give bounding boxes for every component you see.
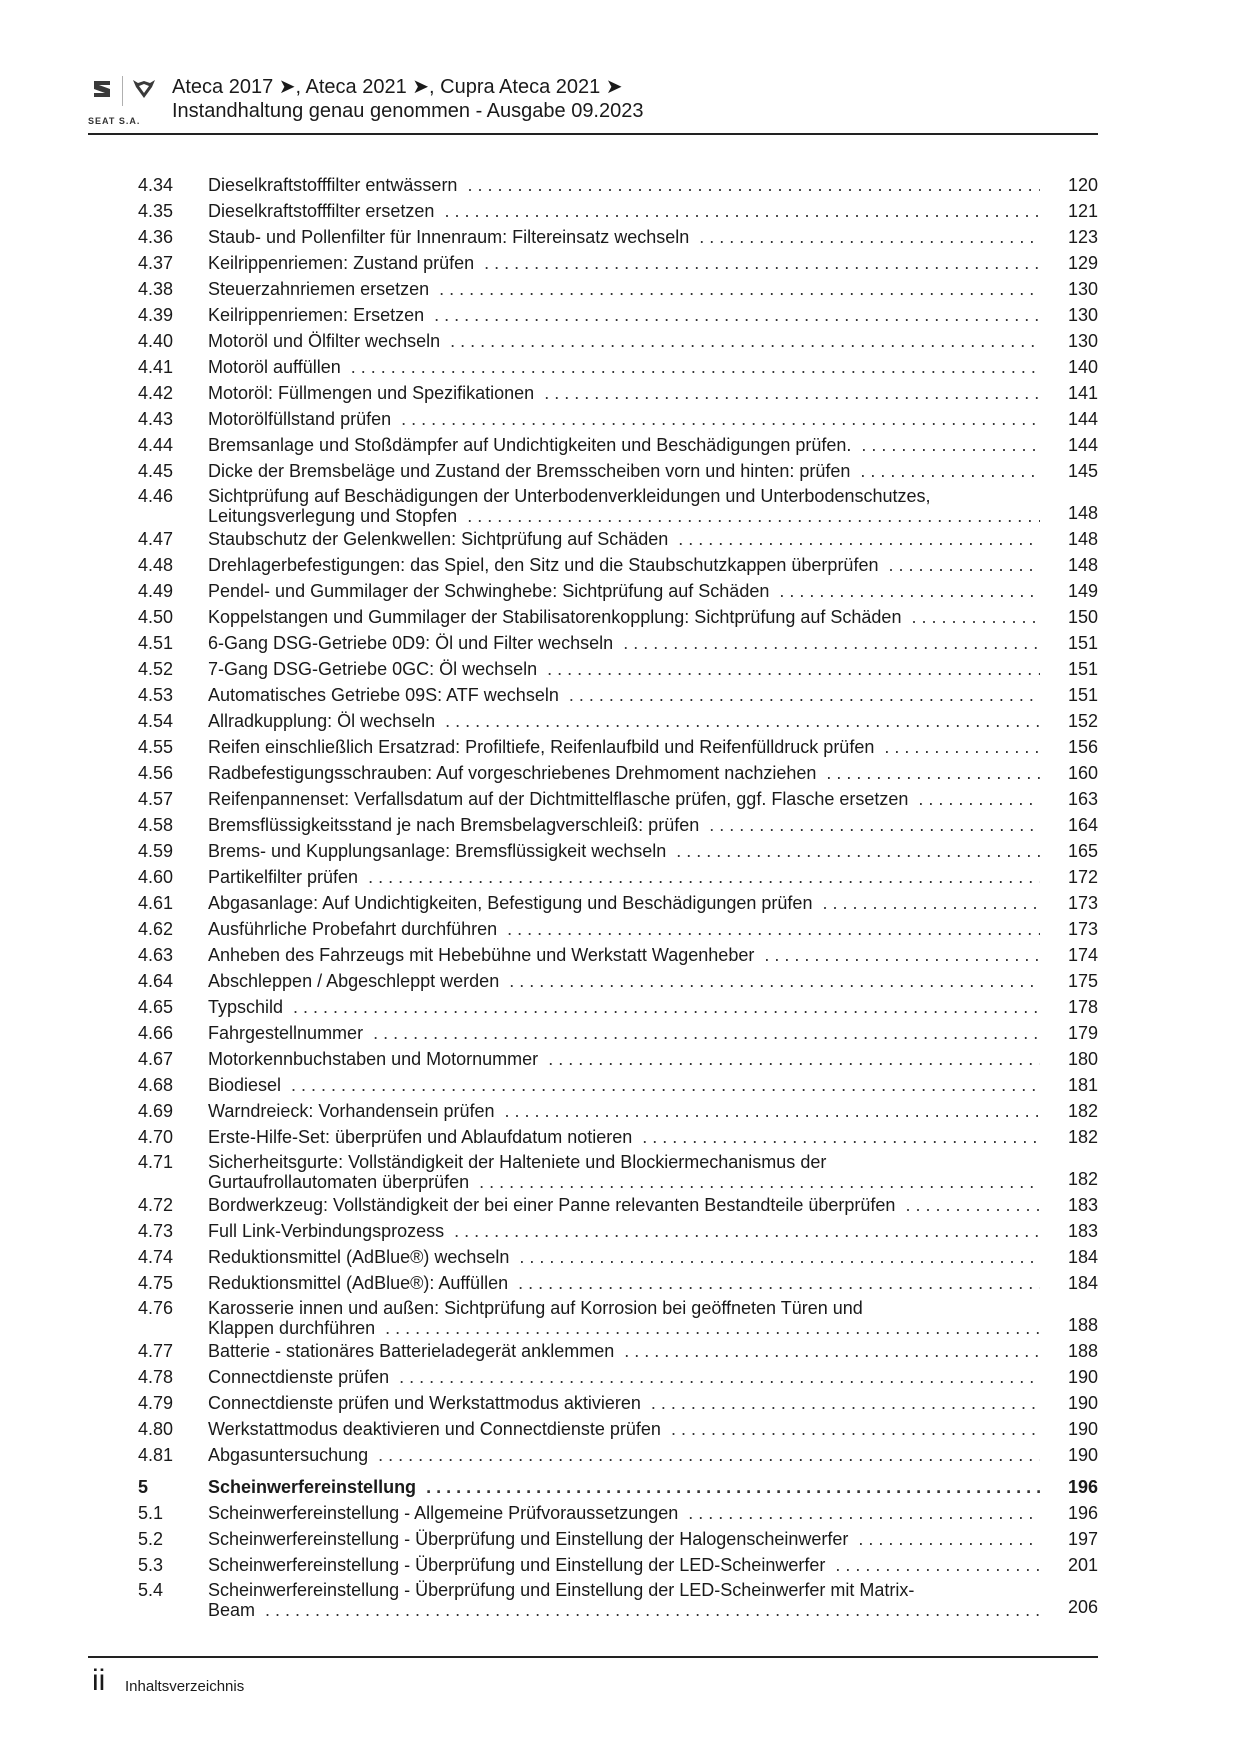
dot-leader <box>426 1474 1040 1500</box>
toc-entry[interactable] <box>138 968 1098 994</box>
toc-entry[interactable] <box>138 1526 1098 1552</box>
toc-entry-number: 4.66 <box>138 1023 174 1043</box>
dot-leader <box>467 172 1040 198</box>
toc-entry-title: Drehlagerbefestigungen: das Spiel, den Sitz und die Staubschutzkappen überprüfen <box>208 555 879 575</box>
dot-leader <box>858 1526 1040 1552</box>
toc-entry[interactable] <box>138 328 1098 354</box>
toc-entry-page: 148 <box>1067 529 1098 549</box>
dot-leader <box>688 1500 1040 1526</box>
toc-entry-title: Connectdienste prüfen und Werkstattmodus aktivieren <box>208 1393 641 1413</box>
toc-entry-number: 4.55 <box>138 737 174 757</box>
toc-entry-page: 150 <box>1067 607 1098 627</box>
dot-leader <box>918 786 1040 812</box>
dot-leader <box>699 224 1040 250</box>
toc-entry-title: Pendel- und Gummilager der Schwinghebe: Sichtprüfung auf Schäden <box>208 581 770 601</box>
dot-leader <box>351 354 1040 380</box>
section-label: Inhaltsverzeichnis <box>125 1678 245 1695</box>
toc-entry[interactable] <box>138 656 1098 682</box>
dot-leader <box>822 890 1040 916</box>
dot-leader <box>385 1318 1040 1338</box>
toc-entry[interactable] <box>138 250 1098 276</box>
toc-entry[interactable] <box>138 1270 1098 1296</box>
toc-entry[interactable] <box>138 1416 1098 1442</box>
dot-leader <box>444 198 1040 224</box>
toc-entry[interactable] <box>138 812 1098 838</box>
toc-entry-title: Werkstattmodus deaktivieren und Connectdienste prüfen <box>208 1419 661 1439</box>
toc-entry[interactable] <box>138 916 1098 942</box>
toc-entry-title: Motoröl: Füllmengen und Spezifikationen <box>208 383 535 403</box>
toc-entry-number: 4.62 <box>138 919 174 939</box>
toc-entry-title: Bremsflüssigkeitsstand je nach Bremsbelagverschleiß: prüfen <box>208 815 700 835</box>
toc-entry-number: 5.3 <box>138 1555 164 1575</box>
toc-entry[interactable] <box>138 1150 1098 1192</box>
toc-entry-number: 4.37 <box>138 253 174 273</box>
toc-entry-title: Scheinwerfereinstellung - Überprüfung und Einstellung der Halogenscheinwerfer <box>208 1529 849 1549</box>
toc-entry-page: 144 <box>1067 409 1098 429</box>
toc-entry[interactable] <box>138 224 1098 250</box>
toc-entry-title: Leitungsverlegung und Stopfen <box>208 506 458 526</box>
toc-entry-number: 4.41 <box>138 357 174 377</box>
toc-entry-number: 4.56 <box>138 763 174 783</box>
toc-entry-title: Automatisches Getriebe 09S: ATF wechseln <box>208 685 559 705</box>
dot-leader <box>509 968 1040 994</box>
dot-leader <box>623 630 1040 656</box>
toc-entry[interactable] <box>138 708 1098 734</box>
dot-leader <box>569 682 1040 708</box>
toc-entry-number: 4.73 <box>138 1221 174 1241</box>
toc-entry-page: 190 <box>1067 1393 1098 1413</box>
toc-entry[interactable] <box>138 552 1098 578</box>
toc-entry-title: Ausführliche Probefahrt durchführen <box>208 919 498 939</box>
toc-entry-title: Keilrippenriemen: Ersetzen <box>208 305 425 325</box>
toc-entry-number: 4.36 <box>138 227 174 247</box>
toc-entry-number: 4.64 <box>138 971 174 991</box>
toc-entry-number: 4.45 <box>138 461 174 481</box>
toc-entry[interactable] <box>138 1552 1098 1578</box>
toc-entry-title: Connectdienste prüfen <box>208 1367 390 1387</box>
toc-entry-title: Motorkennbuchstaben und Motornummer <box>208 1049 539 1069</box>
cupra-logo-icon <box>132 79 156 99</box>
toc-entry-title: Radbefestigungsschrauben: Auf vorgeschriebenes Drehmoment nachziehen <box>208 763 817 783</box>
toc-entry-page: 160 <box>1067 763 1098 783</box>
toc-entry-title: Dicke der Bremsbeläge und Zustand der Bremsscheiben vorn und hinten: prüfen <box>208 461 851 481</box>
toc-entry-page: 151 <box>1067 685 1098 705</box>
toc-entry-page: 130 <box>1067 279 1098 299</box>
dot-leader <box>291 1072 1040 1098</box>
toc-entry[interactable] <box>138 578 1098 604</box>
toc-entry[interactable] <box>138 1500 1098 1526</box>
toc-entry-title: Motoröl auffüllen <box>208 357 341 377</box>
toc-entry-page: 179 <box>1067 1023 1098 1043</box>
dot-leader <box>373 1020 1040 1046</box>
brand-logos <box>88 76 158 132</box>
dot-leader <box>401 406 1040 432</box>
toc-entry-number: 4.34 <box>138 175 174 195</box>
toc-entry[interactable] <box>138 864 1098 890</box>
toc-entry-number: 4.53 <box>138 685 174 705</box>
toc-entry-page: 184 <box>1067 1247 1098 1267</box>
toc-entry-page: 190 <box>1067 1445 1098 1465</box>
toc-entry-page: 188 <box>1067 1315 1098 1335</box>
toc-entry-page: 196 <box>1067 1503 1098 1523</box>
toc-entry-page: 120 <box>1067 175 1098 195</box>
dot-leader <box>826 760 1040 786</box>
toc-entry-number: 4.61 <box>138 893 174 913</box>
dot-leader <box>911 604 1040 630</box>
toc-entry-page: 196 <box>1067 1477 1098 1497</box>
toc-entry-number: 4.63 <box>138 945 174 965</box>
toc-entry-title: Abschleppen / Abgeschleppt werden <box>208 971 500 991</box>
toc-entry-page: 163 <box>1067 789 1098 809</box>
toc-entry-number: 4.81 <box>138 1445 174 1465</box>
toc-entry-title: Bremsanlage und Stoßdämpfer auf Undichtigkeiten und Beschädigungen prüfen. <box>208 435 852 455</box>
toc-entry-number: 5 <box>138 1477 149 1497</box>
toc-entry[interactable] <box>138 302 1098 328</box>
dot-leader <box>642 1124 1040 1150</box>
toc-entry[interactable] <box>138 1098 1098 1124</box>
dot-leader <box>884 734 1040 760</box>
dot-leader <box>484 250 1040 276</box>
toc-entry-title: Reifenpannenset: Verfallsdatum auf der Dichtmittelflasche prüfen, ggf. Flasche ersetzen <box>208 789 909 809</box>
toc-entry-page: 175 <box>1067 971 1098 991</box>
toc-entry[interactable] <box>138 1046 1098 1072</box>
toc-entry-title: Scheinwerfereinstellung - Überprüfung und Einstellung der LED-Scheinwerfer <box>208 1555 826 1575</box>
toc-entry-number: 4.38 <box>138 279 174 299</box>
toc-entry-number: 4.44 <box>138 435 174 455</box>
toc-entry[interactable] <box>138 734 1098 760</box>
page-header <box>88 72 1098 134</box>
toc-entry-page: 141 <box>1067 383 1098 403</box>
dot-leader <box>518 1270 1040 1296</box>
toc-entry-number: 4.78 <box>138 1367 174 1387</box>
header-divider <box>88 133 1098 135</box>
dot-leader <box>445 708 1040 734</box>
dot-leader <box>265 1600 1040 1620</box>
toc-entry-page: 165 <box>1067 841 1098 861</box>
toc-entry-title: Partikelfilter prüfen <box>208 867 359 887</box>
toc-entry-title-line1: Sicherheitsgurte: Vollständigkeit der Halteniete und Blockiermechanismus der <box>208 1152 827 1172</box>
toc-entry-page: 190 <box>1067 1367 1098 1387</box>
toc-entry-page: 173 <box>1067 919 1098 939</box>
toc-entry-number: 4.72 <box>138 1195 174 1215</box>
toc-entry[interactable] <box>138 1218 1098 1244</box>
dot-leader <box>671 1416 1040 1442</box>
toc-entry[interactable] <box>138 1124 1098 1150</box>
toc-entry-number: 4.58 <box>138 815 174 835</box>
toc-entry-title: Motorölfüllstand prüfen <box>208 409 392 429</box>
toc-entry[interactable] <box>138 1442 1098 1468</box>
toc-entry-title: 7-Gang DSG-Getriebe 0GC: Öl wechseln <box>208 659 538 679</box>
toc-entry[interactable] <box>138 1192 1098 1218</box>
toc-entry-page: 183 <box>1067 1221 1098 1241</box>
dot-leader <box>544 380 1040 406</box>
toc-entry-number: 4.80 <box>138 1419 174 1439</box>
dot-leader <box>860 458 1040 484</box>
toc-entry[interactable] <box>138 682 1098 708</box>
toc-entry-title: Koppelstangen und Gummilager der Stabilisatorenkopplung: Sichtprüfung auf Schäden <box>208 607 902 627</box>
toc-entry-title: Klappen durchführen <box>208 1318 376 1338</box>
dot-leader <box>479 1172 1040 1192</box>
toc-entry-number: 4.52 <box>138 659 174 679</box>
toc-entry-number: 4.59 <box>138 841 174 861</box>
toc-entry[interactable] <box>138 354 1098 380</box>
toc-entry-title-line1: Sichtprüfung auf Beschädigungen der Unterbodenverkleidungen und Unterbodenschutzes, <box>208 486 931 506</box>
dot-leader <box>835 1552 1040 1578</box>
toc-entry-number: 4.48 <box>138 555 174 575</box>
toc-entry-page: 188 <box>1067 1341 1098 1361</box>
logo-divider <box>122 76 123 106</box>
toc-entry-number: 4.60 <box>138 867 174 887</box>
toc-entry-number: 4.43 <box>138 409 174 429</box>
toc-entry[interactable] <box>138 1244 1098 1270</box>
dot-leader <box>548 1046 1040 1072</box>
toc-entry-title: Typschild <box>208 997 284 1017</box>
toc-entry-title: Allradkupplung: Öl wechseln <box>208 711 436 731</box>
toc-entry-page: 182 <box>1067 1169 1098 1189</box>
dot-leader <box>709 812 1040 838</box>
toc-entry[interactable] <box>138 432 1098 458</box>
dot-leader <box>399 1364 1040 1390</box>
toc-entry-page: 121 <box>1067 201 1098 221</box>
toc-entry-page: 145 <box>1067 461 1098 481</box>
dot-leader <box>368 864 1040 890</box>
toc-entry-number: 4.69 <box>138 1101 174 1121</box>
toc-entry[interactable] <box>138 406 1098 432</box>
toc-entry[interactable] <box>138 380 1098 406</box>
toc-entry-number: 5.4 <box>138 1580 164 1600</box>
toc-entry-title: Reduktionsmittel (AdBlue®) wechseln <box>208 1247 510 1267</box>
toc-entry-title: Biodiesel <box>208 1075 282 1095</box>
toc-entry-title: Dieselkraftstofffilter ersetzen <box>208 201 435 221</box>
dot-leader <box>293 994 1040 1020</box>
toc-entry-number: 4.68 <box>138 1075 174 1095</box>
document-title: Ateca 2017 ➤, Ateca 2021 ➤, Cupra Ateca 2021 ➤ <box>172 76 623 98</box>
table-of-contents <box>138 172 1098 1620</box>
toc-entry-number: 4.75 <box>138 1273 174 1293</box>
toc-entry-page: 182 <box>1067 1127 1098 1147</box>
toc-entry-title: Steuerzahnriemen ersetzen <box>208 279 430 299</box>
toc-entry[interactable] <box>138 1338 1098 1364</box>
toc-entry-page: 152 <box>1067 711 1098 731</box>
toc-entry[interactable] <box>138 890 1098 916</box>
toc-entry[interactable] <box>138 484 1098 526</box>
dot-leader <box>861 432 1040 458</box>
toc-entry-title: Full Link-Verbindungsprozess <box>208 1221 445 1241</box>
toc-entry-title: Dieselkraftstofffilter entwässern <box>208 175 458 195</box>
toc-entry[interactable] <box>138 838 1098 864</box>
toc-entry-number: 4.35 <box>138 201 174 221</box>
toc-entry-title: Scheinwerfereinstellung <box>208 1477 417 1497</box>
toc-entry-page: 182 <box>1067 1101 1098 1121</box>
toc-entry[interactable] <box>138 1072 1098 1098</box>
toc-entry-title: Reifen einschließlich Ersatzrad: Profiltiefe, Reifenlaufbild und Reifenfülldruck prüfen <box>208 737 875 757</box>
dot-leader <box>378 1442 1040 1468</box>
toc-entry-title: 6-Gang DSG-Getriebe 0D9: Öl und Filter wechseln <box>208 633 614 653</box>
toc-entry-page: 130 <box>1067 331 1098 351</box>
toc-entry-number: 4.47 <box>138 529 174 549</box>
toc-entry-page: 172 <box>1067 867 1098 887</box>
toc-entry-page: 148 <box>1067 555 1098 575</box>
toc-entry-title: Abgasuntersuchung <box>208 1445 369 1465</box>
toc-entry[interactable] <box>138 276 1098 302</box>
toc-entry-number: 4.50 <box>138 607 174 627</box>
toc-entry-title: Warndreieck: Vorhandensein prüfen <box>208 1101 495 1121</box>
toc-entry-title: Keilrippenriemen: Zustand prüfen <box>208 253 475 273</box>
toc-entry-number: 4.79 <box>138 1393 174 1413</box>
toc-entry-page: 174 <box>1067 945 1098 965</box>
toc-entry[interactable] <box>138 994 1098 1020</box>
toc-chapter-entry[interactable] <box>138 1474 1098 1500</box>
toc-entry-number: 4.40 <box>138 331 174 351</box>
toc-entry-title: Motoröl und Ölfilter wechseln <box>208 331 441 351</box>
dot-leader <box>651 1390 1040 1416</box>
toc-entry[interactable] <box>138 1296 1098 1338</box>
toc-entry-number: 4.67 <box>138 1049 174 1069</box>
toc-entry-page: 130 <box>1067 305 1098 325</box>
toc-entry-title: Anheben des Fahrzeugs mit Hebebühne und Werkstatt Wagenheber <box>208 945 755 965</box>
toc-entry[interactable] <box>138 1364 1098 1390</box>
toc-entry[interactable] <box>138 458 1098 484</box>
toc-entry-page: 149 <box>1067 581 1098 601</box>
toc-entry[interactable] <box>138 198 1098 224</box>
toc-entry-number: 4.70 <box>138 1127 174 1147</box>
dot-leader <box>779 578 1040 604</box>
toc-entry-page: 180 <box>1067 1049 1098 1069</box>
toc-entry-title: Staub- und Pollenfilter für Innenraum: Filtereinsatz wechseln <box>208 227 690 247</box>
toc-entry-title: Staubschutz der Gelenkwellen: Sichtprüfung auf Schäden <box>208 529 669 549</box>
toc-entry[interactable] <box>138 630 1098 656</box>
dot-leader <box>467 506 1040 526</box>
toc-entry-title: Bordwerkzeug: Vollständigkeit der bei einer Panne relevanten Bestandteile überprüfen <box>208 1195 896 1215</box>
dot-leader <box>764 942 1040 968</box>
toc-entry-number: 4.71 <box>138 1152 174 1172</box>
footer-divider <box>88 1656 1098 1658</box>
dot-leader <box>678 526 1040 552</box>
toc-entry[interactable] <box>138 604 1098 630</box>
toc-entry[interactable] <box>138 786 1098 812</box>
toc-entry-page: 201 <box>1067 1555 1098 1575</box>
toc-entry-number: 4.42 <box>138 383 174 403</box>
toc-entry-title: Beam <box>208 1600 256 1620</box>
toc-entry-page: 181 <box>1067 1075 1098 1095</box>
toc-entry-number: 4.51 <box>138 633 174 653</box>
toc-entry-page: 144 <box>1067 435 1098 455</box>
toc-entry-title: Brems- und Kupplungsanlage: Bremsflüssigkeit wechseln <box>208 841 667 861</box>
toc-entry-number: 4.39 <box>138 305 174 325</box>
toc-entry-title: Scheinwerfereinstellung - Allgemeine Prüfvoraussetzungen <box>208 1503 679 1523</box>
toc-entry-title-line1: Scheinwerfereinstellung - Überprüfung und Einstellung der LED-Scheinwerfer mit Matrix- <box>208 1580 915 1600</box>
toc-entry-page: 184 <box>1067 1273 1098 1293</box>
toc-entry-title: Gurtaufrollautomaten überprüfen <box>208 1172 470 1192</box>
toc-entry[interactable] <box>138 1020 1098 1046</box>
toc-entry-page: 190 <box>1067 1419 1098 1439</box>
dot-leader <box>507 916 1040 942</box>
toc-entry-page: 164 <box>1067 815 1098 835</box>
toc-entry-page: 129 <box>1067 253 1098 273</box>
toc-entry-number: 4.54 <box>138 711 174 731</box>
toc-entry-number: 4.76 <box>138 1298 174 1318</box>
dot-leader <box>439 276 1040 302</box>
dot-leader <box>434 302 1040 328</box>
toc-entry-page: 183 <box>1067 1195 1098 1215</box>
toc-entry-page: 140 <box>1067 357 1098 377</box>
toc-entry-page: 148 <box>1067 503 1098 523</box>
dot-leader <box>454 1218 1040 1244</box>
toc-entry-page: 206 <box>1067 1597 1098 1617</box>
dot-leader <box>547 656 1040 682</box>
toc-entry-title: Batterie - stationäres Batterieladegerät anklemmen <box>208 1341 615 1361</box>
toc-entry-number: 5.1 <box>138 1503 164 1523</box>
toc-entry-number: 4.77 <box>138 1341 174 1361</box>
toc-entry-number: 4.65 <box>138 997 174 1017</box>
toc-entry-title: Erste-Hilfe-Set: überprüfen und Ablaufdatum notieren <box>208 1127 633 1147</box>
toc-entry-page: 178 <box>1067 997 1098 1017</box>
toc-entry-title: Abgasanlage: Auf Undichtigkeiten, Befestigung und Beschädigungen prüfen <box>208 893 813 913</box>
dot-leader <box>624 1338 1040 1364</box>
toc-entry-number: 4.57 <box>138 789 174 809</box>
toc-entry-number: 4.74 <box>138 1247 174 1267</box>
brand-caption: SEAT S.A. <box>88 116 141 126</box>
dot-leader <box>519 1244 1040 1270</box>
dot-leader <box>905 1192 1040 1218</box>
toc-entry-title: Reduktionsmittel (AdBlue®): Auffüllen <box>208 1273 509 1293</box>
seat-logo-icon <box>92 80 112 98</box>
toc-entry-page: 173 <box>1067 893 1098 913</box>
toc-entry[interactable] <box>138 942 1098 968</box>
dot-leader <box>450 328 1040 354</box>
toc-entry[interactable] <box>138 172 1098 198</box>
toc-entry-page: 151 <box>1067 659 1098 679</box>
toc-entry-page: 123 <box>1067 227 1098 247</box>
toc-entry-number: 4.49 <box>138 581 174 601</box>
toc-entry-number: 4.46 <box>138 486 174 506</box>
page-number: ii <box>92 1664 106 1697</box>
toc-entry[interactable] <box>138 526 1098 552</box>
toc-entry[interactable] <box>138 760 1098 786</box>
toc-entry-title-line1: Karosserie innen und außen: Sichtprüfung auf Korrosion bei geöffneten Türen und <box>208 1298 863 1318</box>
dot-leader <box>676 838 1040 864</box>
dot-leader <box>888 552 1040 578</box>
toc-entry[interactable] <box>138 1578 1098 1620</box>
dot-leader <box>505 1098 1040 1124</box>
toc-entry[interactable] <box>138 1390 1098 1416</box>
toc-entry-page: 197 <box>1067 1529 1098 1549</box>
document-subtitle: Instandhaltung genau genommen - Ausgabe 09.2023 <box>172 100 644 122</box>
toc-entry-title: Fahrgestellnummer <box>208 1023 364 1043</box>
toc-entry-page: 156 <box>1067 737 1098 757</box>
toc-entry-number: 5.2 <box>138 1529 164 1549</box>
toc-entry-page: 151 <box>1067 633 1098 653</box>
